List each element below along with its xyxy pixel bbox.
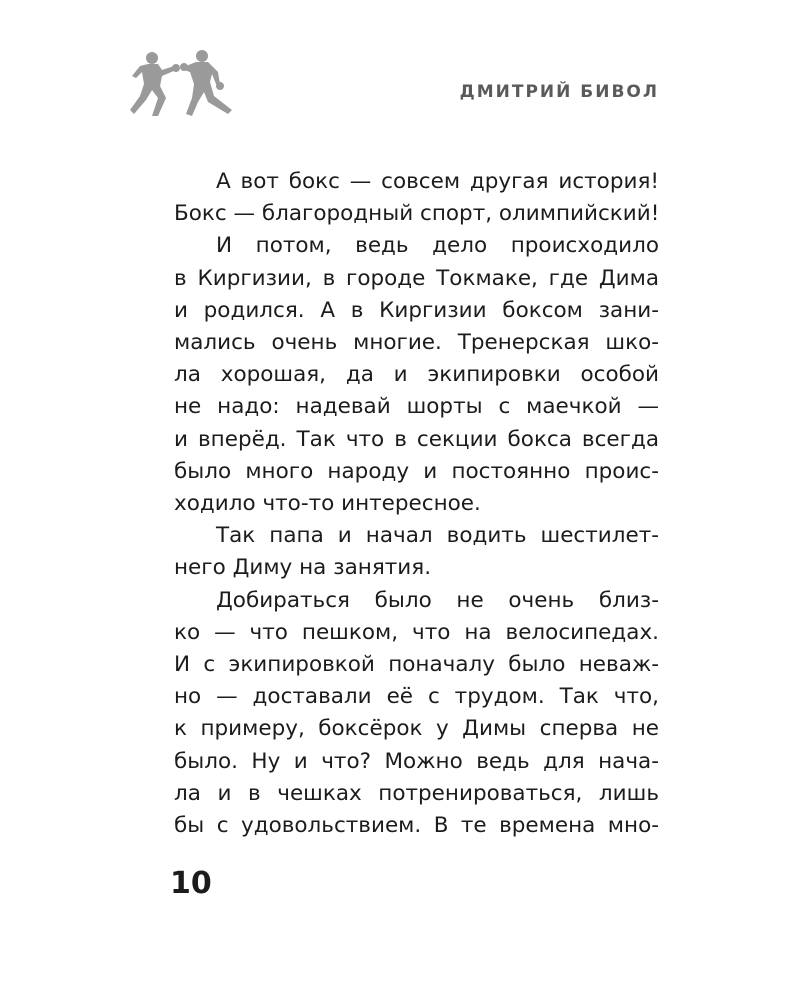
- text-line: ходило что-то интересное.: [174, 491, 481, 517]
- text-line: Бокс — благородный спорт, олимпийский!: [174, 201, 660, 227]
- text-line: И с экипировкой поначалу было неваж-: [174, 652, 659, 678]
- text-line: мались очень многие. Тренерская шко-: [174, 330, 659, 356]
- paragraph: [174, 520, 659, 584]
- text-line: не надо: надевай шорты с маечкой —: [174, 394, 659, 420]
- paragraph: [174, 230, 659, 520]
- text-line: но — доставали её с трудом. Так что,: [174, 684, 659, 710]
- text-line: было. Ну и что? Можно ведь для нача-: [174, 748, 659, 774]
- text-line: было много народу и постоянно проис-: [174, 458, 659, 484]
- text-line: и родился. А в Киргизии боксом зани-: [174, 297, 659, 323]
- page-number: 10: [170, 866, 212, 901]
- text-line: Добираться было не очень близ-: [216, 587, 659, 613]
- text-line: в Киргизии, в городе Токмаке, где Дима: [174, 265, 659, 291]
- paragraph: [174, 585, 659, 843]
- body-text: [174, 166, 659, 842]
- boxers-silhouette-icon: [128, 46, 236, 118]
- text-line: ко — что пешком, что на велосипедах.: [174, 619, 659, 645]
- paragraph: [174, 166, 659, 230]
- text-line: него Диму на занятия.: [174, 555, 432, 581]
- text-line: ла хорошая, да и экипировки особой: [174, 362, 659, 388]
- text-line: А вот бокс — совсем другая история!: [216, 169, 659, 194]
- text-line: к примеру, боксёрок у Димы сперва не: [174, 716, 659, 742]
- text-line: И потом, ведь дело происходило: [216, 233, 659, 259]
- text-line: Так папа и начал водить шестилет-: [216, 523, 659, 549]
- text-line: бы с удовольствием. В те времена мно-: [174, 813, 659, 839]
- text-line: и вперёд. Так что в секции бокса всегда: [174, 426, 659, 452]
- text-line: ла и в чешках потренироваться, лишь: [174, 780, 659, 806]
- running-head-author: ДМИТРИЙ БИВОЛ: [459, 82, 659, 102]
